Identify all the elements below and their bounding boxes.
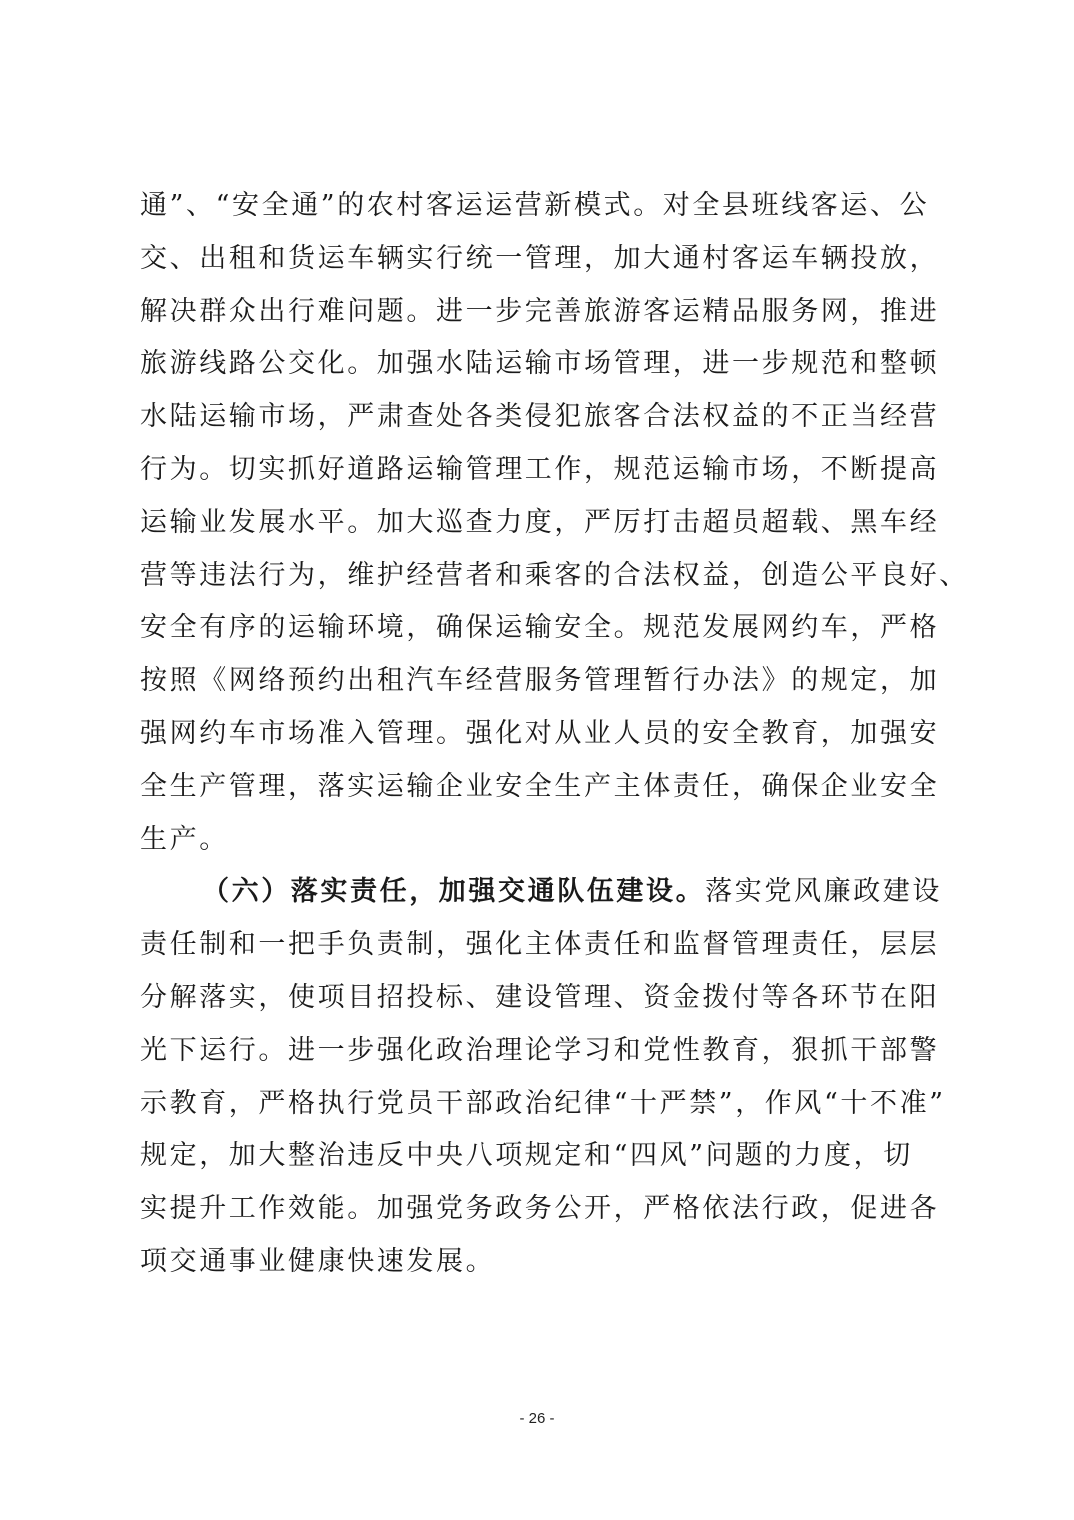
heading-continuation: 落实党风廉政建设 (705, 876, 943, 908)
text-line: 行为。切实抓好道路运输管理工作，规范运输市场，不断提高 (140, 453, 940, 485)
text-line: 实提升工作效能。加强党务政务公开，严格依法行政，促进各 (140, 1193, 940, 1225)
text-line: 项交通事业健康快速发展。 (140, 1245, 496, 1277)
text-line: 规定，加大整治违反中央八项规定和“四风”问题的力度，切 (140, 1140, 913, 1172)
text-line: 分解落实，使项目招投标、建设管理、资金拨付等各环节在阳 (140, 981, 940, 1013)
text-line: 光下运行。进一步强化政治理论学习和党性教育，狠抓干部警 (140, 1034, 940, 1066)
paragraph-transport-management (140, 180, 969, 866)
text-line: 生产。 (140, 823, 229, 855)
text-line: 按照《网络预约出租汽车经营服务管理暂行办法》的规定，加 (140, 665, 940, 697)
text-line: 水陆运输市场，严肃查处各类侵犯旅客合法权益的不正当经营 (140, 401, 940, 433)
text-line: 示教育，严格执行党员干部政治纪律“十严禁”，作风“十不准” (140, 1087, 946, 1119)
text-line: 强网约车市场准入管理。强化对从业人员的安全教育，加强安 (140, 717, 940, 749)
text-line: 全生产管理，落实运输企业安全生产主体责任，确保企业安全 (140, 770, 940, 802)
text-line: 运输业发展水平。加大巡查力度，严厉打击超员超载、黑车经 (140, 506, 940, 538)
text-line: 安全有序的运输环境，确保运输安全。规范发展网约车，严格 (140, 612, 940, 644)
page-number: - 26 - (519, 1410, 555, 1427)
text-line: 营等违法行为，维护经营者和乘客的合法权益，创造公平良好、 (140, 559, 969, 591)
section-heading: （六）落实责任，加强交通队伍建设。 (202, 876, 706, 908)
text-line: 通”、“安全通”的农村客运运营新模式。对全县班线客运、公 (140, 190, 930, 221)
text-line: 旅游线路公交化。加强水陆运输市场管理，进一步规范和整顿 (140, 348, 940, 380)
body-text (140, 180, 969, 1289)
text-line-first (140, 866, 943, 919)
paragraph-team-building (140, 866, 946, 1288)
text-line: 交、出租和货运车辆实行统一管理，加大通村客运车辆投放， (140, 242, 940, 274)
text-line: 解决群众出行难问题。进一步完善旅游客运精品服务网，推进 (140, 295, 940, 327)
text-line: 责任制和一把手负责制，强化主体责任和监督管理责任，层层 (140, 929, 940, 961)
